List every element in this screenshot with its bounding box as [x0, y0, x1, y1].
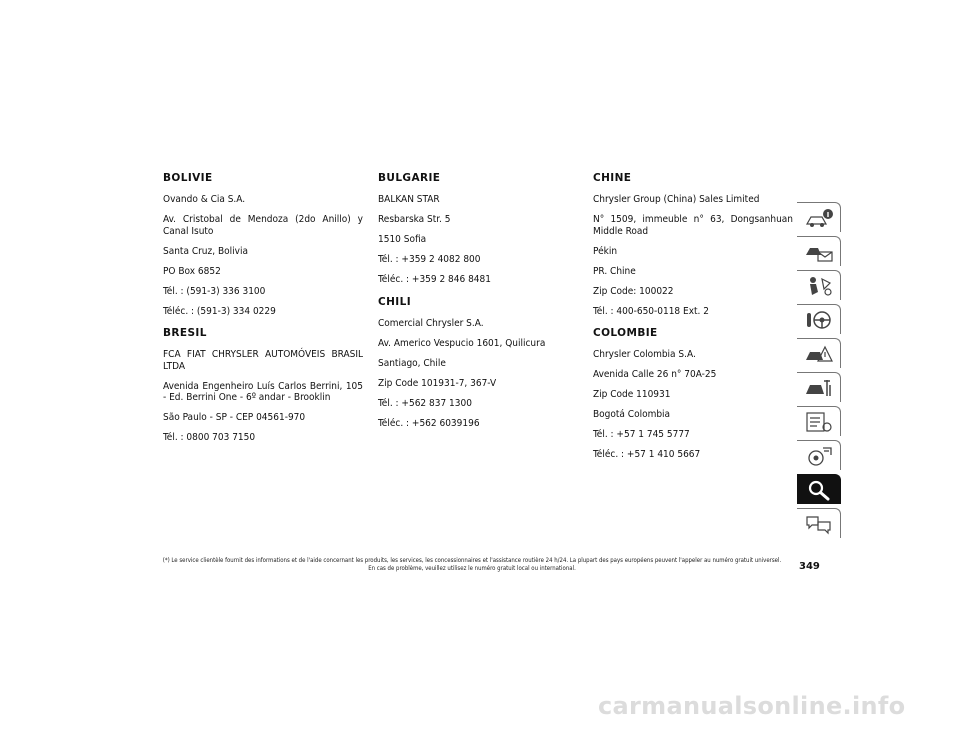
tab-seat-airbag[interactable] [797, 270, 841, 300]
address-line: Santa Cruz, Bolivia [163, 245, 248, 257]
address-line: BALKAN STAR [378, 194, 440, 205]
address-line: FCA FIAT CHRYSLER AUTOMÓVEIS BRASIL LTDA [163, 349, 363, 372]
car-envelope-icon [804, 241, 834, 263]
column-2 [378, 172, 578, 438]
country-heading: BRESIL [163, 327, 207, 339]
address-line: Zip Code 110931 [593, 389, 671, 400]
address-line: Tél. : +359 2 4082 800 [378, 254, 481, 265]
address-line: Zip Code 101931-7, 367-V [378, 377, 497, 389]
address-line: Tél. : 400-650-0118 Ext. 2 [593, 305, 709, 317]
checklist-icon [804, 411, 834, 433]
address-line: Téléc. : +57 1 410 5667 [593, 449, 701, 460]
tab-checklist[interactable] [797, 406, 841, 436]
address-line: Tél. : +562 837 1300 [378, 397, 472, 409]
address-line: Tél. : (591-3) 336 3100 [163, 285, 266, 297]
address-line: Chrysler Group (China) Sales Limited [593, 194, 760, 205]
steering-wheel-icon [804, 309, 834, 331]
country-heading: CHILI [378, 295, 411, 308]
address-line: São Paulo - SP - CEP 04561-970 [163, 412, 306, 423]
address-line: Téléc. : (591-3) 334 0229 [163, 305, 276, 317]
watermark: carmanualsonline.info [598, 692, 906, 720]
tab-language[interactable] [797, 508, 841, 538]
address-line: Ovando & Cia S.A. [163, 194, 246, 205]
address-line: Santiago, Chile [378, 357, 446, 369]
address-line: PO Box 6852 [163, 265, 221, 277]
tab-search[interactable] [797, 474, 841, 504]
search-icon [804, 479, 834, 501]
chapter-tabs [797, 202, 841, 542]
address-line: Avenida Engenheiro Luís Carlos Berrini, 105 - Ed. Berrini One - 6º andar - Brooklin [163, 380, 363, 403]
address-line: Zip Code: 100022 [593, 285, 674, 297]
address-line: Téléc. : +562 6039196 [378, 417, 480, 429]
address-line: Av. Americo Vespucio 1601, Quilicura [378, 337, 546, 349]
tab-car-info[interactable] [797, 202, 841, 232]
tab-car-warning[interactable] [797, 338, 841, 368]
address-line: Avenida Calle 26 n° 70A-25 [593, 369, 717, 380]
tab-car-envelope[interactable] [797, 236, 841, 266]
car-info-icon [804, 207, 834, 229]
address-line: PR. Chine [593, 265, 636, 277]
address-line: Chrysler Colombia S.A. [593, 349, 696, 360]
address-line: 1510 Sofia [378, 234, 427, 245]
tab-multimedia[interactable] [797, 440, 841, 470]
address-line: N° 1509, immeuble n° 63, Dongsanhuan Middle Road [593, 214, 793, 237]
tab-steering-wheel[interactable] [797, 304, 841, 334]
seat-airbag-icon [804, 275, 834, 297]
language-icon [804, 513, 834, 535]
address-line: Comercial Chrysler S.A. [378, 317, 484, 329]
column-3 [593, 172, 793, 469]
address-line: Resbarska Str. 5 [378, 214, 451, 225]
multimedia-icon [804, 445, 834, 467]
country-heading: COLOMBIE [593, 327, 658, 339]
address-line: Tél. : +57 1 745 5777 [593, 429, 690, 440]
address-line: Bogotá Colombia [593, 409, 671, 420]
country-heading: CHINE [593, 172, 632, 184]
country-heading: BOLIVIE [163, 172, 213, 184]
column-1 [163, 172, 363, 452]
tab-car-service[interactable] [797, 372, 841, 402]
page-number: 349 [799, 561, 820, 572]
country-heading: BULGARIE [378, 172, 441, 184]
address-line: Téléc. : +359 2 846 8481 [378, 274, 491, 285]
car-warning-icon [804, 343, 834, 365]
car-service-icon [804, 377, 834, 399]
address-line: Tél. : 0800 703 7150 [163, 432, 256, 443]
footnote: (*) Le service clientèle fournit des informations et de l'aide concernant les produits, les services, les concessionnaires et l'assistance routière 24 h/24. La plupart des pays européens peuvent l'appeler au numéro gratuit universel. En cas de problème, veuillez utilisez le numéro gratuit local ou international. [162, 557, 782, 572]
address-line: Pékin [593, 245, 618, 257]
address-line: Av. Cristobal de Mendoza (2do Anillo) y Canal Isuto [163, 214, 363, 237]
